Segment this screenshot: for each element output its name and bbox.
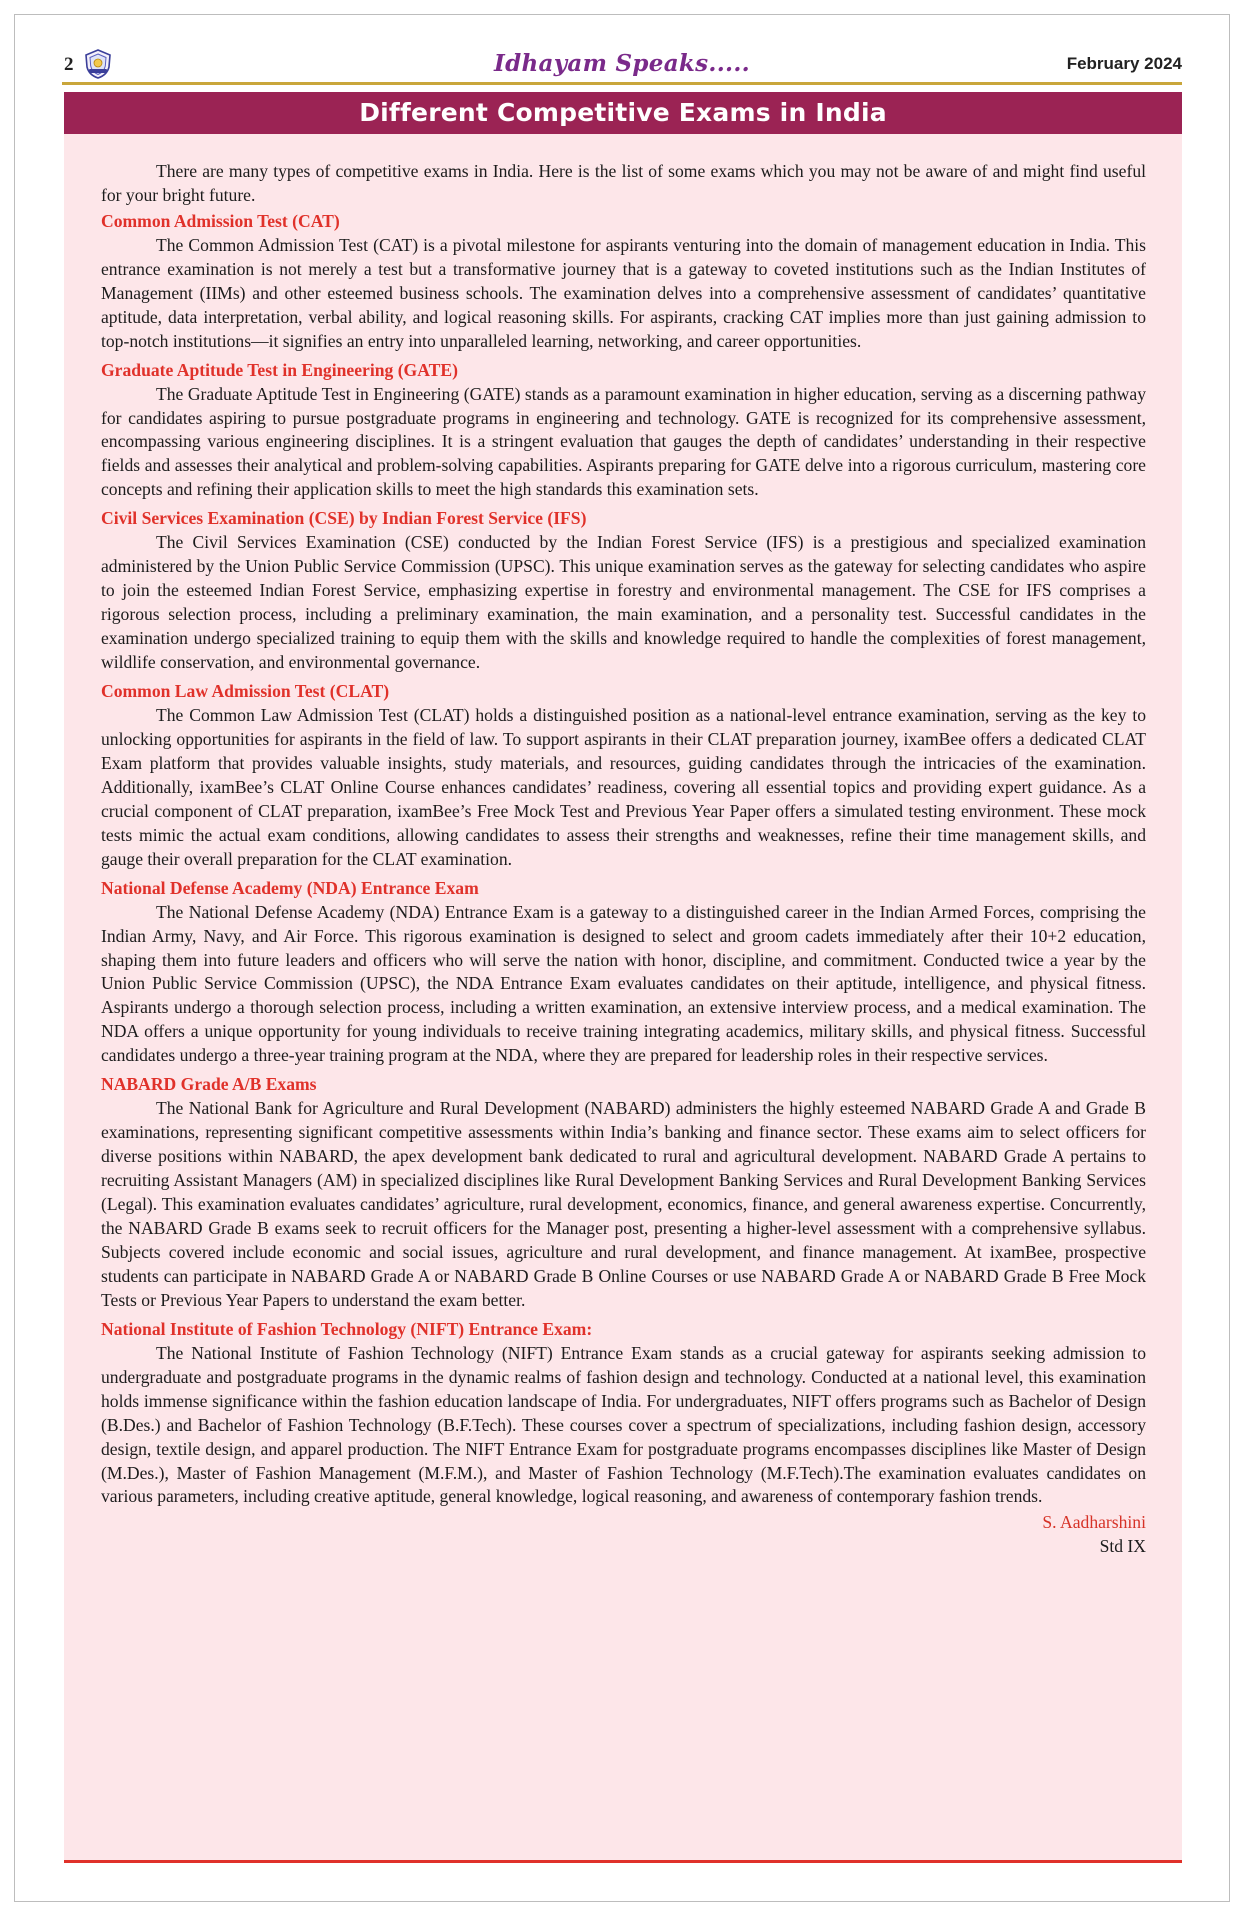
section-heading: Civil Services Examination (CSE) by Indian Forest Service (IFS) — [101, 508, 587, 529]
section-nabard — [101, 1073, 1146, 1313]
footer-divider — [64, 1860, 1182, 1863]
section-paragraph: The National Bank for Agriculture and Rural Development (NABARD) administers the highly esteemed NABARD Grade A and Grade B examinations, representing significant competitive assessments within India’s banking and finance sector. These exams aim to select officers for diverse positions within NABARD, the apex development bank dedicated to rural and agricultural development. NABARD Grade A pertains to recruiting Assistant Managers (AM) in specialized disciplines like Rural Development Banking Services and Rural Development Banking Services (Legal). This examination evaluates candidates’ agriculture, rural development, economics, finance, and general awareness expertise. Concurrently, the NABARD Grade B exams seek to recruit officers for the Manager post, presenting a higher-level assessment with a comprehensive syllabus. Subjects covered include economic and social issues, agriculture and rural development, and finance management. At ixamBee, prospective students can participate in NABARD Grade A or NABARD Grade B Online Courses or use NABARD Grade A or NABARD Grade B Free Mock Tests or Previous Year Papers to understand the exam better. — [101, 1098, 1146, 1310]
intro-paragraph: There are many types of competitive exams in India. Here is the list of some exams which you may not be aware of and might find useful for your bright future. — [101, 161, 1146, 205]
header-divider — [62, 82, 1182, 85]
article-title-banner: Different Competitive Exams in India — [64, 92, 1182, 134]
issue-date: February 2024 — [1066, 54, 1182, 73]
section-heading: Common Law Admission Test (CLAT) — [101, 681, 390, 702]
section-paragraph: The National Defense Academy (NDA) Entrance Exam is a gateway to a distinguished career in the Indian Armed Forces, comprising the Indian Army, Navy, and Air Force. This rigorous examination is designed to select and groom cadets immediately after their 10+2 education, shaping them into future leaders and officers who will serve the nation with honor, discipline, and commitment. Conducted twice a year by the Union Public Service Commission (UPSC), the NDA Entrance Exam evaluates candidates on their aptitude, intelligence, and physical fitness. Aspirants undergo a thorough selection process, including a written examination, an extensive interview process, and a medical examination. The NDA offers a unique opportunity for young individuals to receive training integrating academics, military skills, and physical fitness. Successful candidates undergo a three-year training program at the NDA, where they are prepared for leadership roles in their respective services. — [101, 901, 1146, 1066]
section-paragraph: The Common Admission Test (CAT) is a pivotal milestone for aspirants venturing into the domain of management education in India. This entrance examination is not merely a test but a transformative journey that is a gateway to coveted institutions such as the Indian Institutes of Management (IIMs) and other esteemed business schools. The examination delves into a comprehensive assessment of candidates’ quantitative aptitude, data interpretation, verbal ability, and logical reasoning skills. For aspirants, cracking CAT implies more than just gaining admission to top-notch institutions—it signifies an entry into unparalleled learning, networking, and career opportunities. — [101, 234, 1146, 351]
section-heading: NABARD Grade A/B Exams — [101, 1074, 317, 1095]
masthead-title: Idhayam Speaks..... — [494, 50, 750, 77]
section-nda — [101, 877, 1146, 1069]
article-body — [64, 134, 1182, 1860]
section-paragraph: The Common Law Admission Test (CLAT) holds a distinguished position as a national-level entrance examination, serving as the key to unlocking opportunities for aspirants in the field of law. To support aspirants in their CLAT preparation journey, ixamBee offers a dedicated CLAT Exam platform that provides valuable insights, study materials, and resources, guiding candidates through the intricacies of the examination. Additionally, ixamBee’s CLAT Online Course enhances candidates’ readiness, covering all essential topics and providing expert guidance. As a crucial component of CLAT preparation, ixamBee’s Free Mock Test and Previous Year Paper offers a simulated testing environment. These mock tests mimic the actual exam conditions, allowing candidates to assess their strengths and weaknesses, refine their time management skills, and gauge their overall preparation for the CLAT examination. — [101, 704, 1146, 869]
section-cat — [101, 210, 1146, 354]
section-heading: Common Admission Test (CAT) — [101, 210, 340, 231]
section-cse-ifs — [101, 507, 1146, 675]
page-header — [62, 48, 1182, 82]
section-paragraph: The National Institute of Fashion Technology (NIFT) Entrance Exam stands as a crucial gateway for aspirants seeking admission to undergraduate and postgraduate programs in the dynamic realms of fashion design and technology. Conducted at a national level, this examination holds immense significance within the fashion education landscape of India. For undergraduates, NIFT offers programs such as Bachelor of Design (B.Des.) and Bachelor of Fashion Technology (B.F.Tech). These courses cover a spectrum of specializations, including fashion design, accessory design, textile design, and apparel production. The NIFT Entrance Exam for postgraduate programs encompasses disciplines like Master of Design (M.Des.), Master of Fashion Management (M.F.M.), and Master of Fashion Technology (M.F.Tech).The examination evaluates candidates on various parameters, including creative aptitude, general knowledge, logical reasoning, and awareness of contemporary fashion trends. — [101, 1342, 1146, 1507]
section-heading: National Defense Academy (NDA) Entrance Exam — [101, 877, 479, 898]
author-class: Std IX — [1099, 1536, 1146, 1557]
section-clat — [101, 680, 1146, 872]
author-name: S. Aadharshini — [1042, 1512, 1146, 1533]
section-paragraph: The Graduate Aptitude Test in Engineering (GATE) stands as a paramount examination in higher education, serving as a discerning pathway for candidates aspiring to pursue postgraduate programs in engineering and technology. GATE is recognized for its comprehensive assessment, encompassing various engineering disciplines. It is a stringent evaluation that gauges the depth of candidates’ understanding in their respective fields and assesses their analytical and problem-solving capabilities. Aspirants preparing for GATE delve into a rigorous curriculum, mastering core concepts and refining their application skills to meet the high standards this examination sets. — [101, 383, 1146, 500]
section-heading: Graduate Aptitude Test in Engineering (GATE) — [101, 359, 458, 380]
section-paragraph: The Civil Services Examination (CSE) conducted by the Indian Forest Service (IFS) is a prestigious and specialized examination administered by the Union Public Service Commission (UPSC). This unique examination serves as the gateway for selecting candidates who aspire to join the esteemed Indian Forest Service, emphasizing expertise in forestry and environmental management. The CSE for IFS comprises a rigorous selection process, including a preliminary examination, the main examination, and a personality test. Successful candidates in the examination undergo specialized training to equip them with the skills and knowledge required to handle the complexities of forest management, wildlife conservation, and environmental governance. — [101, 532, 1146, 673]
page-number: 2 — [64, 54, 74, 75]
section-nift — [101, 1318, 1146, 1510]
section-gate — [101, 359, 1146, 503]
section-heading: National Institute of Fashion Technology (NIFT) Entrance Exam: — [101, 1318, 593, 1339]
